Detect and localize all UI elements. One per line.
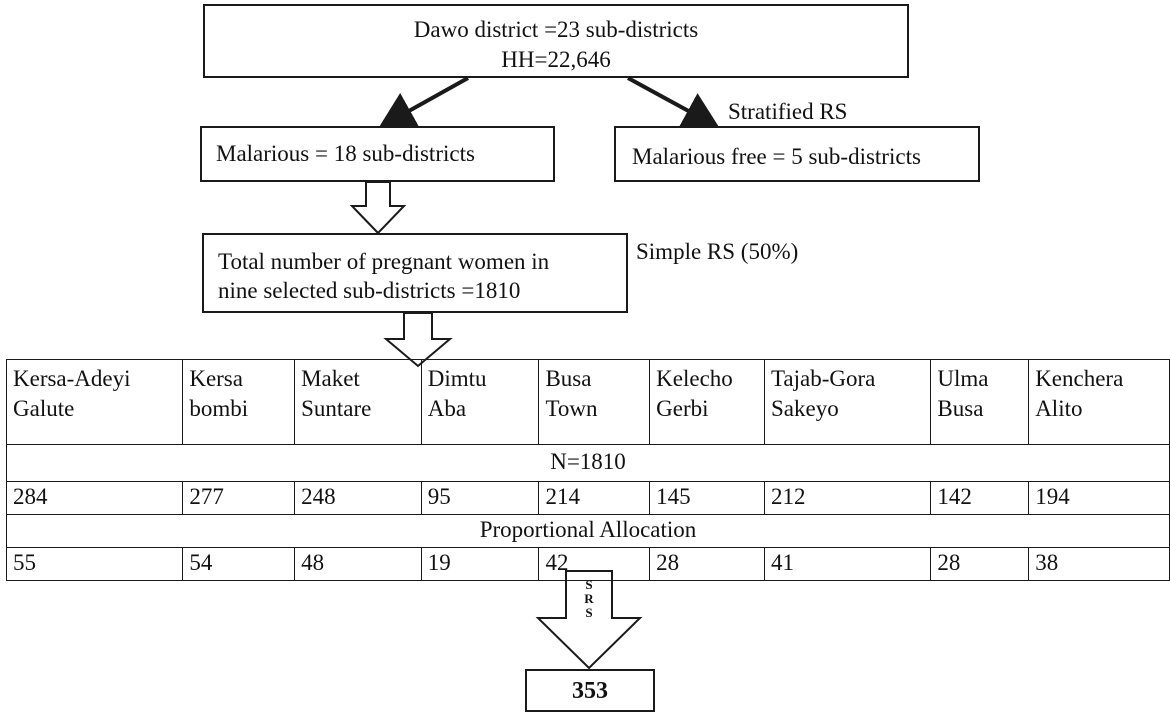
sample-cell: 54 bbox=[183, 548, 295, 581]
sample-cell: 38 bbox=[1029, 548, 1170, 581]
district-cell: Kersa bombi bbox=[183, 360, 295, 445]
sample-cell: 41 bbox=[764, 548, 930, 581]
arrow-to-malarious bbox=[382, 78, 468, 126]
total-row bbox=[7, 445, 1170, 482]
simple-rs-label: Simple RS (50%) bbox=[636, 239, 799, 264]
population-cell: 284 bbox=[7, 482, 183, 515]
malarious-free-text: Malarious free = 5 sub-districts bbox=[632, 144, 921, 169]
malarious-box bbox=[200, 126, 555, 182]
malarious-free-box bbox=[614, 126, 980, 182]
allocation-label: Proportional Allocation bbox=[7, 515, 1170, 548]
pregnant-line-1: Total number of pregnant women in bbox=[218, 249, 550, 274]
srs-letter-s2: S bbox=[585, 605, 593, 620]
population-cell: 214 bbox=[539, 482, 650, 515]
sample-cell: 42 bbox=[539, 548, 650, 581]
sample-cell: 28 bbox=[931, 548, 1029, 581]
pregnant-women-box bbox=[202, 233, 628, 313]
district-line-1: Dawo district =23 sub-districts bbox=[413, 17, 699, 42]
final-sample-box bbox=[525, 669, 655, 712]
stratified-rs-label: Stratified RS bbox=[728, 99, 848, 124]
sample-cell: 55 bbox=[7, 548, 183, 581]
district-cell: Busa Town bbox=[539, 360, 650, 445]
population-cell: 142 bbox=[931, 482, 1029, 515]
population-cell: 212 bbox=[764, 482, 930, 515]
sample-cell: 19 bbox=[421, 548, 539, 581]
district-cell: Maket Suntare bbox=[295, 360, 422, 445]
sampling-table bbox=[6, 359, 1170, 581]
district-cell: Tajab-Gora Sakeyo bbox=[764, 360, 930, 445]
allocation-row bbox=[7, 515, 1170, 548]
total-label: N=1810 bbox=[7, 445, 1170, 482]
district-cell: Kelecho Gerbi bbox=[650, 360, 765, 445]
district-cell: Kenchera Alito bbox=[1029, 360, 1170, 445]
population-cell: 194 bbox=[1029, 482, 1170, 515]
district-cell: Ulma Busa bbox=[931, 360, 1029, 445]
population-cell: 145 bbox=[650, 482, 765, 515]
district-cell: Dimtu Aba bbox=[421, 360, 539, 445]
sample-row bbox=[7, 548, 1170, 581]
district-name-row bbox=[7, 360, 1170, 445]
district-cell: Kersa-Adeyi Galute bbox=[7, 360, 183, 445]
malarious-text: Malarious = 18 sub-districts bbox=[216, 141, 475, 166]
population-cell: 248 bbox=[295, 482, 422, 515]
sample-cell: 28 bbox=[650, 548, 765, 581]
block-arrow-1 bbox=[352, 182, 404, 233]
sample-cell: 48 bbox=[295, 548, 422, 581]
district-box bbox=[203, 4, 909, 78]
srs-letters bbox=[579, 578, 599, 620]
arrow-to-malarious-free bbox=[628, 78, 716, 126]
population-cell: 277 bbox=[183, 482, 295, 515]
household-line: HH=22,646 bbox=[501, 47, 611, 72]
final-sample-value: 353 bbox=[572, 678, 608, 704]
pregnant-line-2: nine selected sub-districts =1810 bbox=[218, 278, 521, 303]
population-cell: 95 bbox=[421, 482, 539, 515]
srs-letter-r: R bbox=[584, 591, 594, 606]
population-row bbox=[7, 482, 1170, 515]
srs-letter-s1: S bbox=[585, 577, 593, 592]
